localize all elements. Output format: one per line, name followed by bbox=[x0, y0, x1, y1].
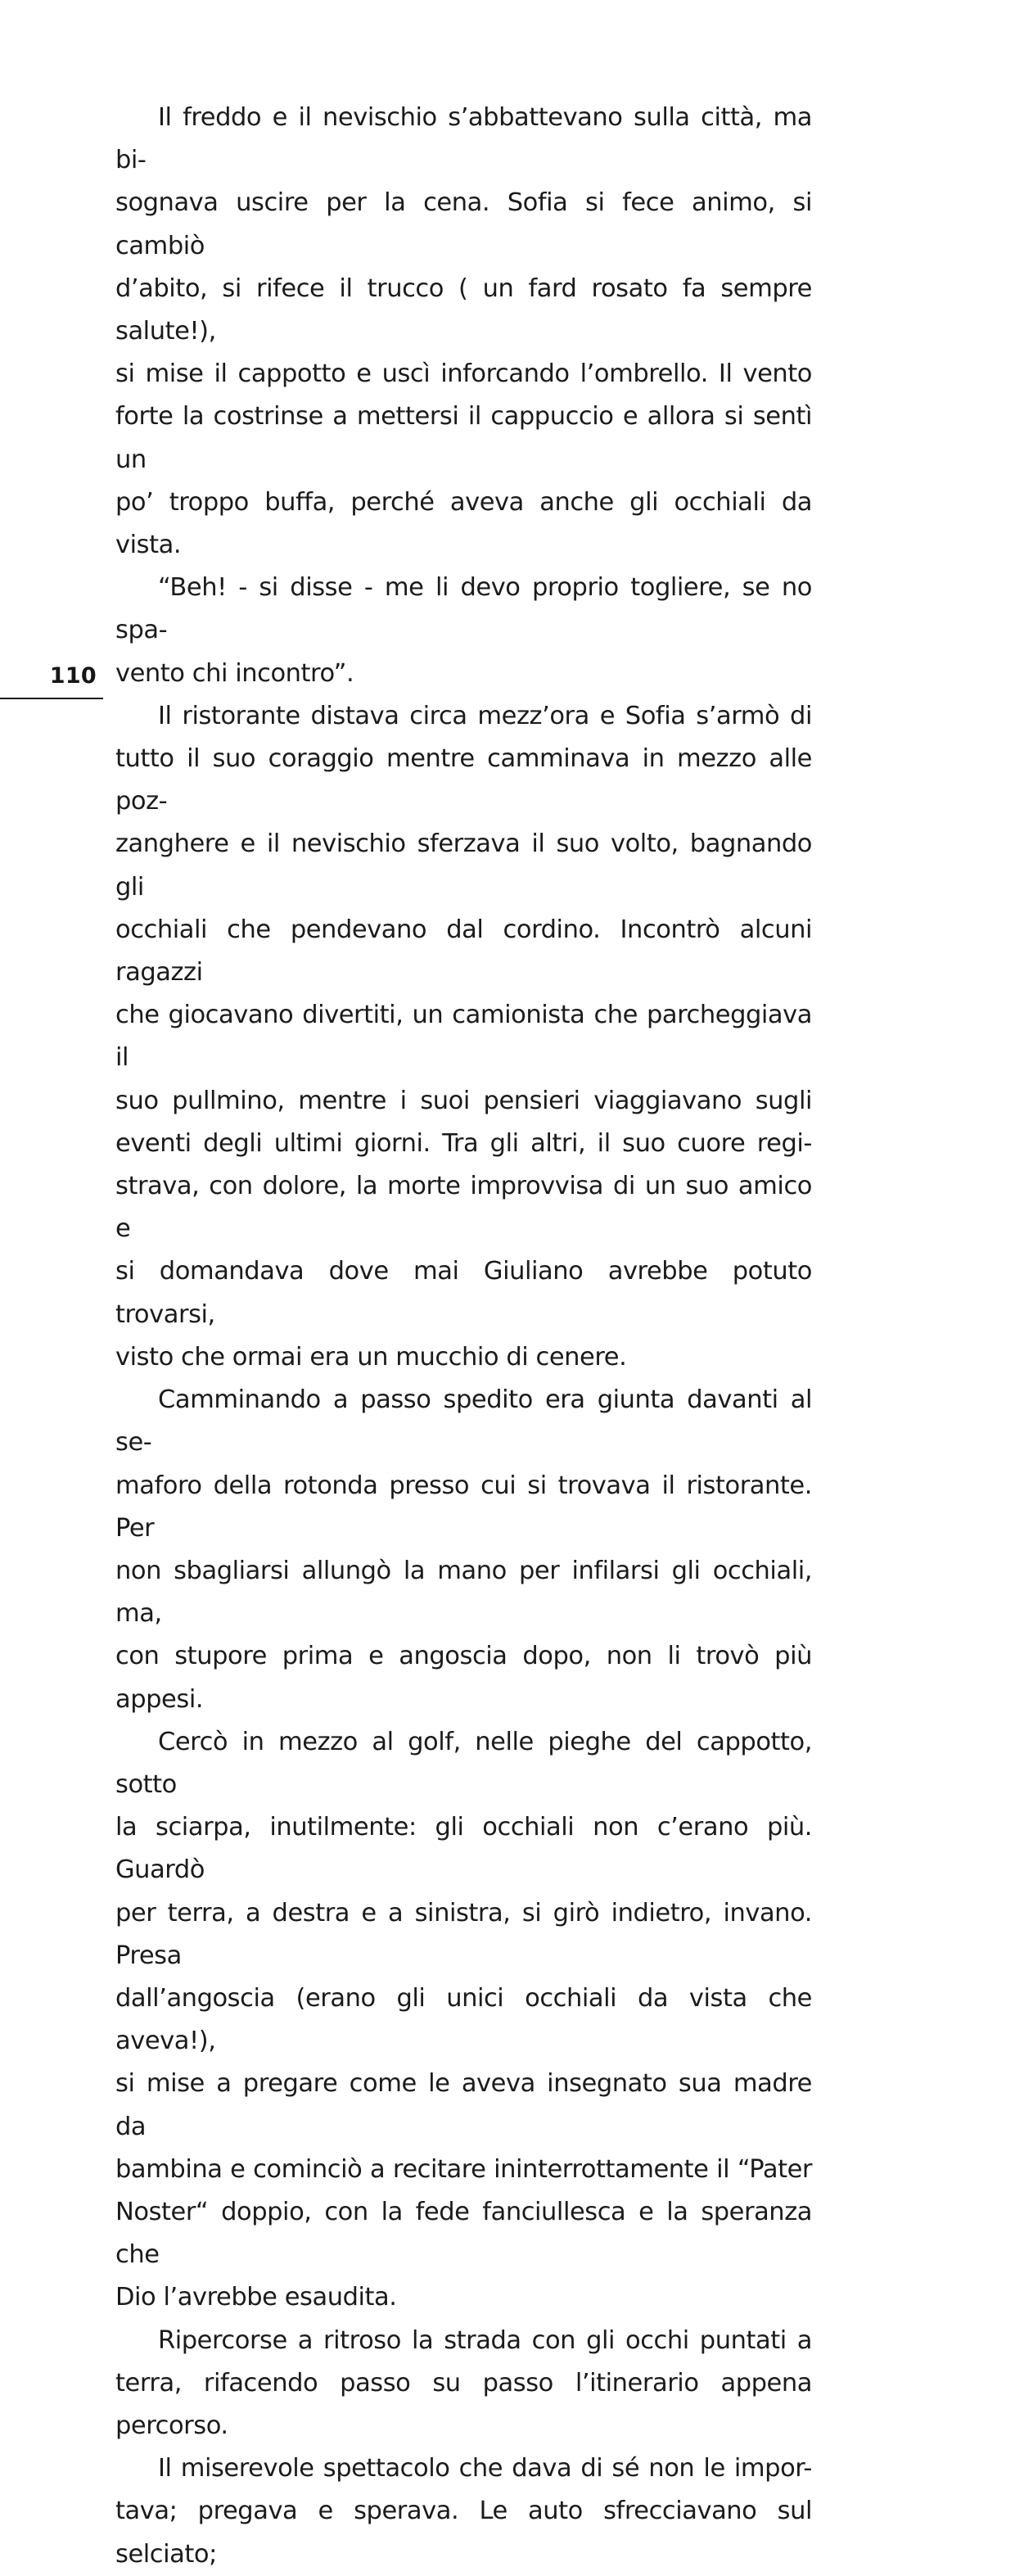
paragraph bbox=[115, 1721, 812, 2320]
text-line: occhiali che pendevano dal cordino. Incontrò alcuni ragazzi bbox=[115, 915, 812, 987]
text-line: per terra, a destra e a sinistra, si girò indietro, invano. Presa bbox=[115, 1898, 812, 1970]
text-line: Dio l’avrebbe esaudita. bbox=[115, 2283, 397, 2312]
text-line: la sciarpa, inutilmente: gli occhiali non c’erano più. Guardò bbox=[115, 1813, 812, 1885]
text-line: Cercò in mezzo al golf, nelle pieghe del cappotto, sotto bbox=[115, 1727, 812, 1799]
folio-block bbox=[0, 665, 103, 699]
text-line: Ripercorse a ritroso la strada con gli occhi puntati a bbox=[158, 2325, 812, 2355]
text-line: po’ troppo buffa, perché aveva anche gli occhiali da vista. bbox=[115, 487, 812, 560]
paragraph bbox=[115, 2320, 812, 2448]
text-line: con stupore prima e angoscia dopo, non li trovò più appesi. bbox=[115, 1642, 812, 1714]
text-line: si mise il cappotto e uscì inforcando l’ombrello. Il vento bbox=[115, 359, 812, 389]
paragraph bbox=[115, 567, 812, 695]
text-line: strava, con dolore, la morte improvvisa di un suo amico e bbox=[115, 1172, 812, 1244]
text-line: suo pullmino, mentre i suoi pensieri viaggiavano sugli bbox=[115, 1086, 812, 1115]
page-number: 110 bbox=[49, 663, 97, 689]
text-line: dall’angoscia (erano gli unici occhiali da vista che aveva!), bbox=[115, 1983, 812, 2056]
text-line: non sbagliarsi allungò la mano per infilarsi gli occhiali, ma, bbox=[115, 1556, 812, 1629]
text-line: zanghere e il nevischio sferzava il suo volto, bagnando gli bbox=[115, 829, 812, 902]
text-line: si mise a pregare come le aveva insegnato sua madre da bbox=[115, 2069, 812, 2141]
text-line: sognava uscire per la cena. Sofia si fece animo, si cambiò bbox=[115, 188, 812, 260]
text-line: forte la costrinse a mettersi il cappuccio e allora si sentì un bbox=[115, 402, 812, 474]
paragraph bbox=[115, 2447, 812, 2576]
text-line: d’abito, si rifece il trucco ( un fard rosato fa sempre salute!), bbox=[115, 273, 812, 346]
text-line: Il ristorante distava circa mezz’ora e Sofia s’armò di bbox=[158, 701, 812, 730]
paragraph bbox=[115, 97, 812, 567]
text-line: bambina e cominciò a recitare ininterrottamente il “Pater bbox=[115, 2154, 812, 2184]
text-line: terra, rifacendo passo su passo l’itinerario appena percorso. bbox=[115, 2368, 812, 2440]
text-line: tutto il suo coraggio mentre camminava in mezzo alle poz- bbox=[115, 744, 812, 816]
text-line: eventi degli ultimi giorni. Tra gli altri, il suo cuore regi- bbox=[115, 1128, 812, 1158]
text-line: tava; pregava e sperava. Le auto sfrecciavano sul selciato; bbox=[115, 2497, 812, 2569]
text-line: che giocavano divertiti, un camionista che parcheggiava il bbox=[115, 1001, 812, 1073]
text-line: Il freddo e il nevischio s’abbattevano sulla città, ma bi- bbox=[115, 103, 812, 175]
paragraph bbox=[115, 1379, 812, 1721]
text-line: visto che ormai era un mucchio di cenere. bbox=[115, 1342, 627, 1372]
paragraph bbox=[115, 695, 812, 1379]
text-line: Camminando a passo spedito era giunta davanti al se- bbox=[115, 1385, 812, 1457]
text-line: “Beh! - si disse - me li devo proprio togliere, se no spa- bbox=[115, 573, 812, 645]
text-line: si domandava dove mai Giuliano avrebbe potuto trovarsi, bbox=[115, 1257, 812, 1329]
text-line: Il miserevole spettacolo che dava di sé non le impor- bbox=[158, 2454, 812, 2483]
folio-rule bbox=[0, 698, 103, 699]
body-text-column bbox=[115, 97, 812, 2576]
text-line: vento chi incontro”. bbox=[115, 658, 354, 688]
text-line: Noster“ doppio, con la fede fanciullesca e la speranza che bbox=[115, 2197, 812, 2270]
text-line: maforo della rotonda presso cui si trovava il ristorante. Per bbox=[115, 1471, 812, 1543]
